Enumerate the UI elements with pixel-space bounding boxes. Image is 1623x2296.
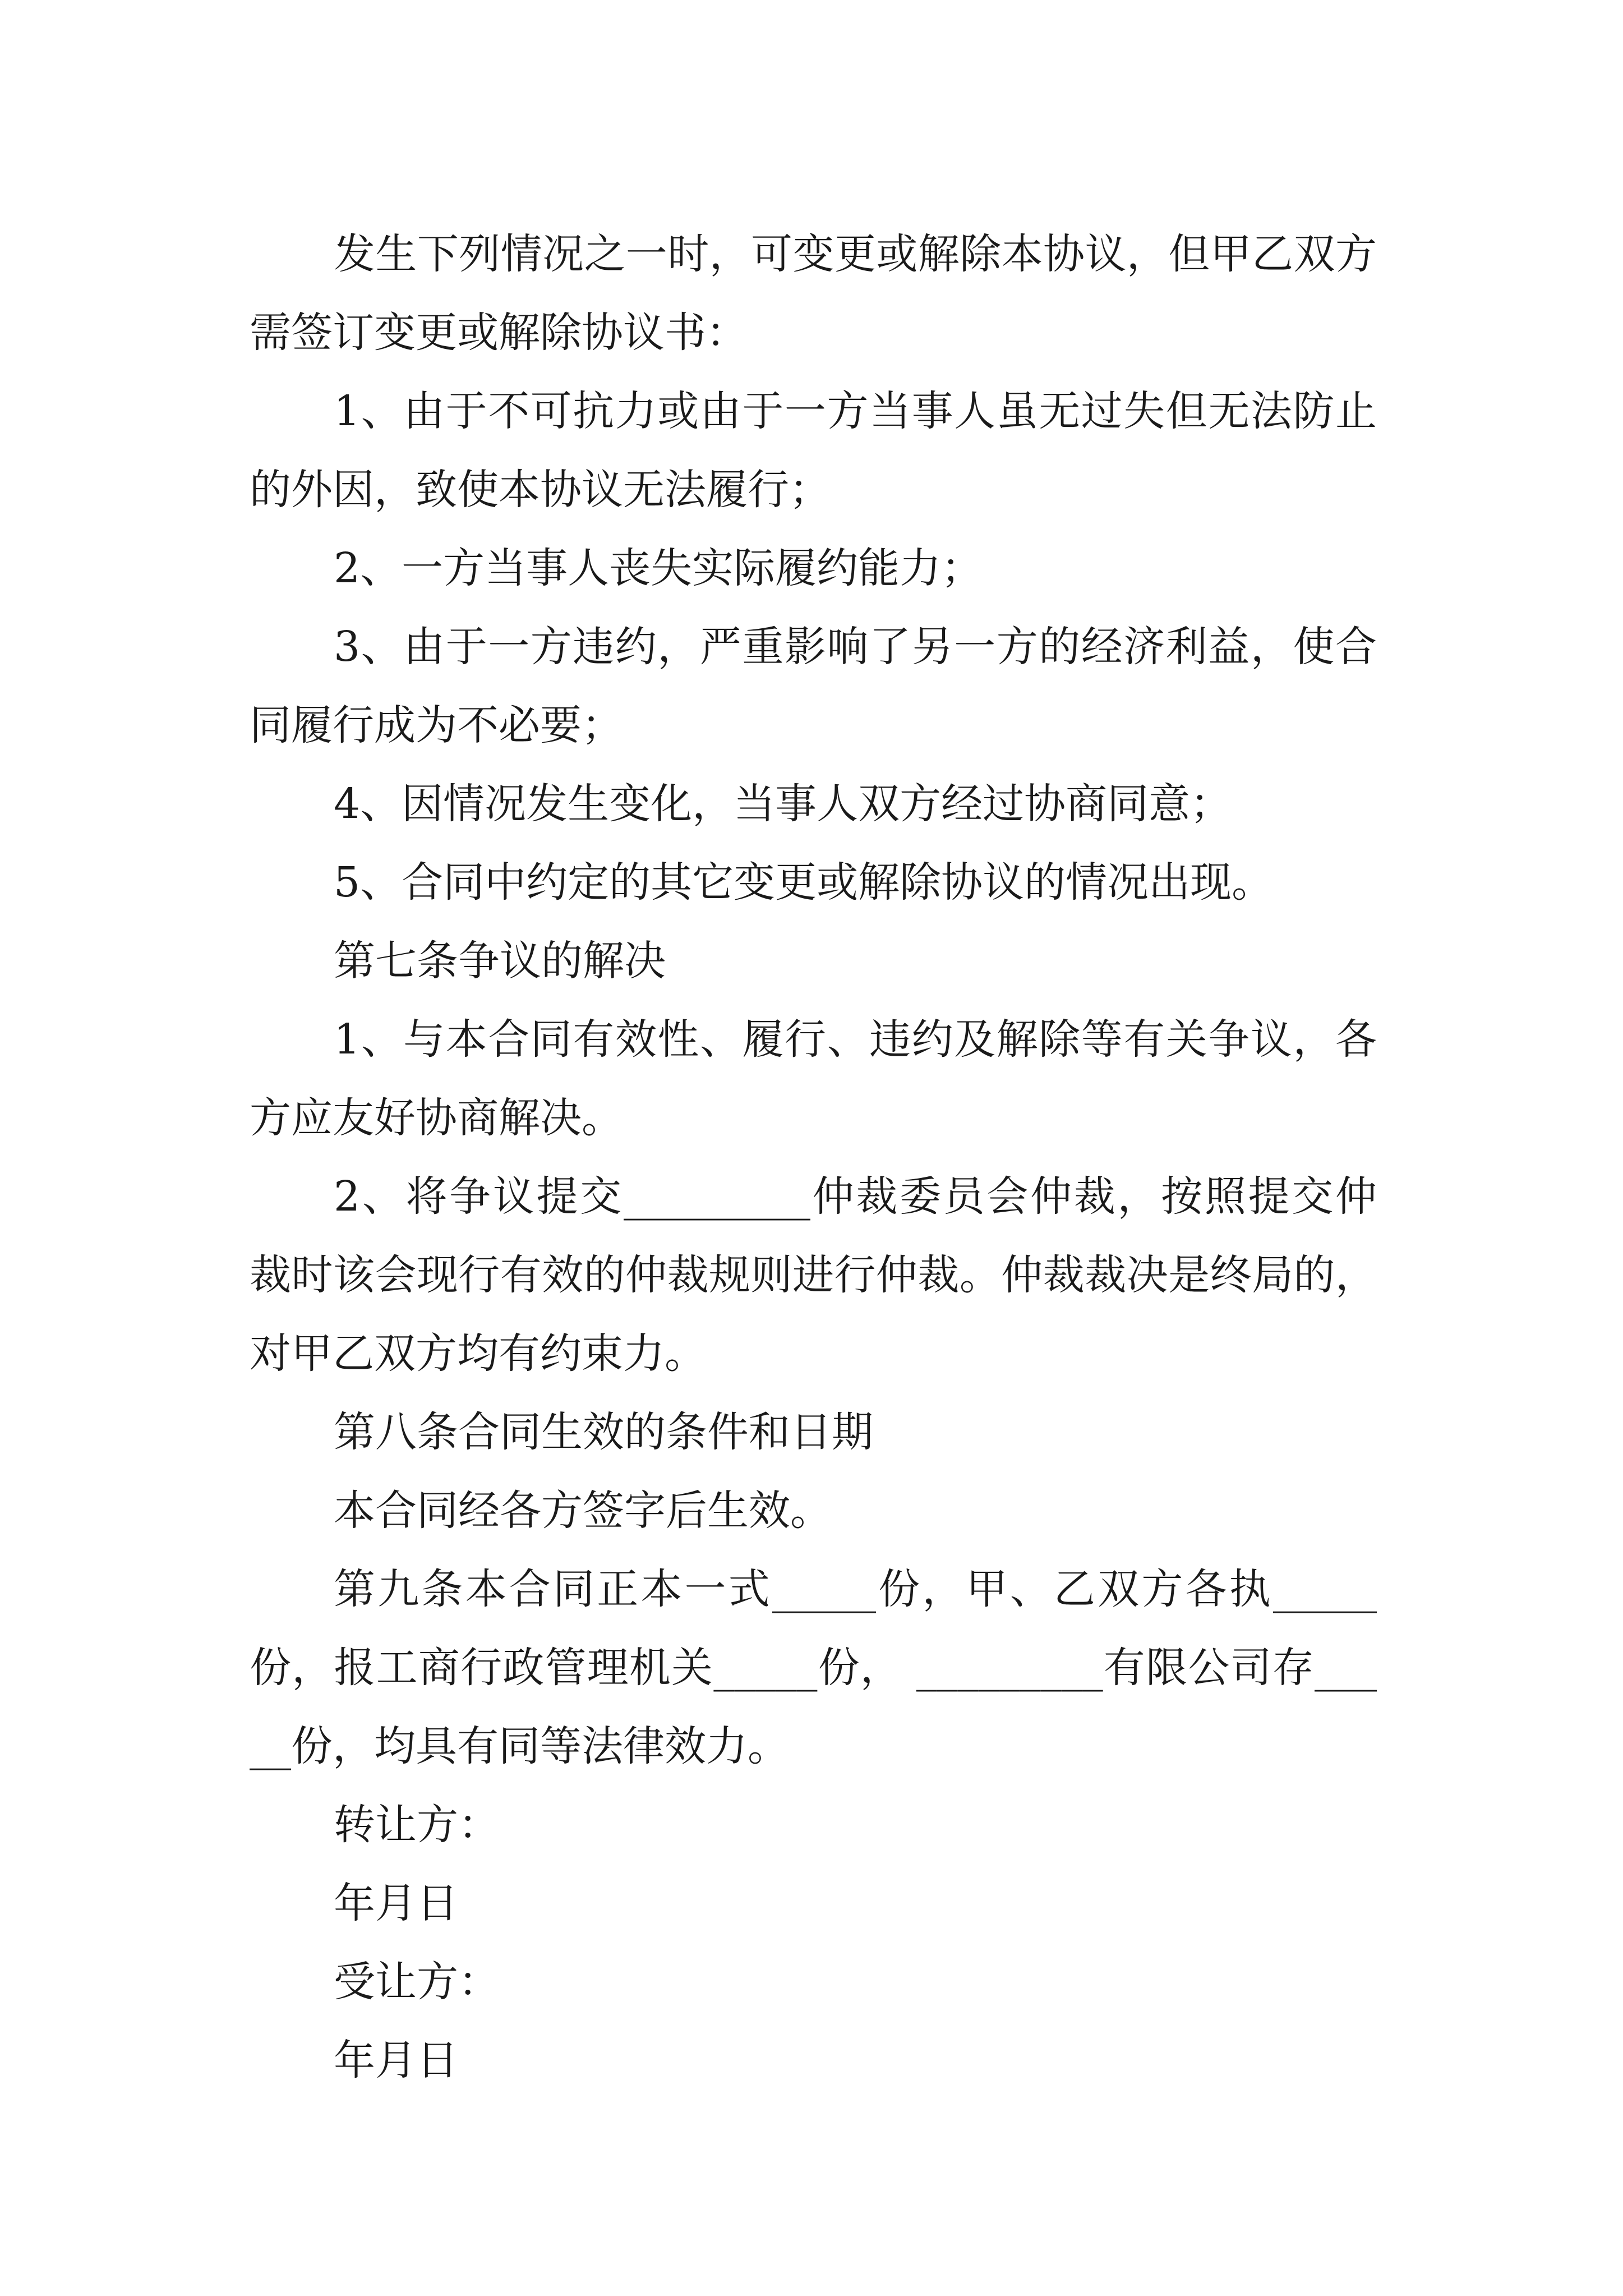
paragraph-item-1-force-majeure: 1、由于不可抗力或由于一方当事人虽无过失但无法防止的外因，致使本协议无法履行； [250,387,1377,514]
heading-article-7: 第七条争议的解决 [334,937,666,985]
paragraph-article-9-copies: 第九条本合同正本一式_____份，甲、乙双方各执_____份，报工商行政管理机关_____份， _________有限公司存_____份，均具有同等法律效力。 [250,1565,1377,1770]
paragraph-effective-upon-signature: 本合同经各方签字后生效。 [334,1487,832,1535]
document-body [250,215,1377,2100]
label-transferee-date: 年月日 [334,2036,458,2085]
label-transferee: 受让方： [334,1958,500,2006]
paragraph-item-2-capacity-loss: 2、一方当事人丧失实际履约能力； [334,544,983,592]
paragraph-item-3-breach: 3、由于一方违约，严重影响了另一方的经济利益，使合同履行成为不必要； [250,623,1377,749]
label-transferor-date: 年月日 [334,1879,458,1927]
paragraph-dispute-arbitration: 2、将争议提交_________仲裁委员会仲裁，按照提交仲裁时该会现行有效的仲裁规则进行仲裁。仲裁裁决是终局的，对甲乙双方均有约束力。 [250,1172,1377,1378]
paragraph-item-4-mutual-consent: 4、因情况发生变化，当事人双方经过协商同意； [334,780,1232,828]
paragraph-item-5-other-conditions: 5、合同中约定的其它变更或解除协议的情况出现。 [334,858,1274,907]
paragraph-dispute-negotiation: 1、与本合同有效性、履行、违约及解除等有关争议，各方应友好协商解决。 [250,1015,1377,1142]
heading-article-8: 第八条合同生效的条件和日期 [334,1408,873,1456]
paragraph-change-termination-intro: 发生下列情况之一时，可变更或解除本协议，但甲乙双方需签订变更或解除协议书： [250,230,1377,357]
label-transferor: 转让方： [334,1801,500,1849]
